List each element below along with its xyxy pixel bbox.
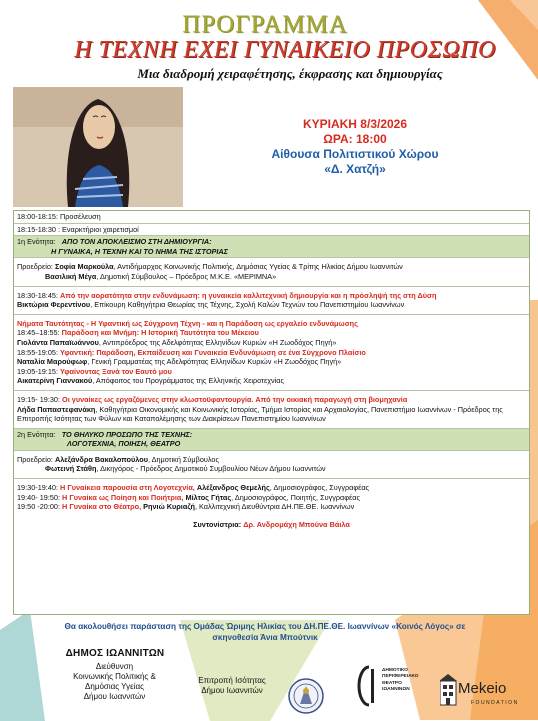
talk-title: Η Γυναίκα ως Ποίηση και Ποιήτρια, [62, 492, 184, 502]
section-title: ΤΟ ΘΗΛΥΚΟ ΠΡΟΣΩΠΟ ΤΗΣ ΤΕΧΝΗΣ: [61, 429, 193, 439]
theatre-line: ΙΩΑΝΝΙΝΩΝ [382, 686, 410, 692]
talk-time: 19:05-19:15: [17, 366, 58, 376]
program-row [14, 224, 529, 237]
talk-block [14, 479, 529, 533]
talk-time: 19:50 -20:00: [17, 502, 61, 512]
talk-block [14, 315, 529, 391]
section-header-1 [14, 236, 529, 258]
municipality-name: ΔΗΜΟΣ ΙΩΑΝΝΙΤΩΝ [65, 648, 165, 659]
speaker-name: Ρηνιώ Κυριαζή [143, 502, 195, 512]
coordinator-name: Δρ. Ανδρομάχη Μπούνα Βάιλα [243, 519, 350, 529]
directorate-line: Κοινωνικής Πολιτικής & [73, 672, 156, 681]
section-header-2 [14, 429, 529, 451]
directorate-text [52, 662, 177, 702]
speaker-role: , Καθηγήτρια Οικονομικής και Κοινωνικής Ιστορίας, Τμήμα Ιστορίας και Αρχαιολογίας, Πανεπιστήμιο Ιωαννίνων - Πρόεδρος της Επιτροπής Ισότητας των Φύλων και Καταπολέμησης των Διακρίσεων Πανεπιστημίου Ιωαννίνων [17, 404, 503, 424]
chair-label: Προεδρείο: [17, 262, 53, 272]
speaker-name: Λήδα Παπαστεφανάκη [17, 404, 96, 414]
municipality-crest-logo [287, 674, 325, 718]
event-venue: Αίθουσα Πολιτιστικού Χώρου [271, 147, 439, 161]
chair-name: Σοφία Μαρκούλα [54, 262, 114, 272]
row-time: 18:15-18:30 : [17, 224, 61, 234]
speaker-name: Ναταλία Μαρούφωφ [17, 357, 88, 367]
speaker-role: , Καλλιτεχνική Διευθύντρια ΔΗ.ΠΕ.ΘΕ. Ιωαννίνων [194, 502, 355, 512]
committee-line: Επιτροπή Ισότητας [198, 676, 266, 685]
chair-name: Φωτεινή Στάθη [45, 464, 97, 474]
talk-title: Η Γυναίκεια παρουσία στη Λογοτεχνία, [60, 483, 195, 493]
chair-role: , Δημοτική Σύμβουλος [147, 454, 219, 464]
event-info [250, 117, 460, 177]
chair-row [14, 451, 529, 479]
speaker-role: , Απόφοιτος του Προγράμματος της Ελληνικής Χειροτεχνίας [92, 376, 285, 386]
painting-image [13, 87, 183, 207]
equality-committee [182, 676, 282, 696]
page-title: ΠΡΟΓΡΑΜΜΑ [182, 11, 348, 38]
closing-note [30, 621, 500, 643]
section-title: ΑΠΟ ΤΟΝ ΑΠΟΚΛΕΙΣΜΟ ΣΤΗ ΔΗΜΙΟΥΡΓΙΑ: [61, 237, 212, 247]
chair-role: , Δημοτική Σύμβουλος – Πρόεδρος Μ.Κ.Ε. «ΜΕΡΙΜΝΑ» [96, 271, 277, 281]
chair-label: Προεδρείο: [17, 454, 53, 464]
chair-role: , Αντιδήμαρχος Κοινωνικής Πολιτικής, Δημόσιας Υγείας & Τρίτης Ηλικίας Δήμου Ιωαννιτών [113, 262, 403, 272]
chair-name: Αλεξάνδρα Βακαλοπούλου [54, 454, 148, 464]
chair-row [14, 258, 529, 286]
talk-title: Υφαντική: Παράδοση, Εκπαίδευση και Γυναικεία Ενδυνάμωση σε ένα Σύγχρονο Πλαίσιο [60, 347, 366, 357]
talk-title: Οι γυναίκες ως εργαζόμενες στην κλωστοϋφαντουργία. Από την οικιακή παραγωγή στη βιομηχανία [62, 394, 408, 404]
talk-time: 18:45–18:55: [17, 328, 60, 338]
speaker-name: Αλέξανδρος Θεμελής [196, 483, 270, 493]
speaker-role: , Αντιπρόεδρος της Αδελφότητας Ελληνίδων Κυριών «Η Ζωοδόχος Πηγή» [98, 337, 337, 347]
talk-time: 19:30-19:40: [17, 483, 58, 493]
speaker-name: Γιολάντα Παπαϊωάννου [17, 337, 99, 347]
row-text: Εναρκτήριοι χαιρετισμοί [62, 224, 139, 234]
speaker-role: , Γενική Γραμματέας της Αδελφότητας Ελληνίδων Κυριών «Η Ζωοδόχος Πηγή» [87, 357, 342, 367]
talk-title: Από την αορατότητα στην ενδυνάμωση: η γυναικεία καλλιτεχνική δημιουργία και η πρόσληψή της στη Δύση [60, 290, 437, 300]
program-row [14, 211, 529, 224]
chair-name: Βασιλική Μέγα [45, 271, 97, 281]
event-title: Η ΤΕΧΝΗ ΕΧΕΙ ΓΥΝΑΙΚΕΙΟ ΠΡΟΣΩΠΟ [74, 37, 496, 63]
block-heading: Νήματα Ταυτότητας - Η Υφαντική ως Σύγχρονη Τέχνη - και η Παράδοση ως εργαλείο ενδυνάμωσης [17, 318, 358, 328]
talk-row [14, 391, 529, 429]
coordinator-label: Συντονίστρια: [193, 519, 242, 529]
theatre-line: ΘΕΑΤΡΟ [382, 680, 402, 686]
closing-line: Θα ακολουθήσει παράσταση της Ομάδας Ώριμης Ηλικίας του ΔΗ.ΠΕ.ΘΕ. Ιωαννίνων «Κοινός Λόγος» σε [64, 622, 466, 631]
section-label: 1η Ενότητα: [17, 237, 56, 247]
talk-time: 19:15- 19:30: [17, 394, 61, 404]
talk-title: Παράδοση και Μνήμη: Η Ιστορική Ταυτότητα του Μέκειου [61, 328, 259, 338]
section-label: 2η Ενότητα: [17, 429, 56, 439]
speaker-role: , Επίκουρη Καθηγήτρια Θεωρίας της Τέχνης, Σχολή Καλών Τεχνών του Πανεπιστημίου Ιωαννίνων [90, 300, 405, 310]
row-text: Προσέλευση [60, 212, 101, 221]
talk-row [14, 287, 529, 315]
committee-line: Δήμου Ιωαννιτών [201, 686, 263, 695]
section-title: Η ΓΥΝΑΙΚΑ, Η ΤΕΧΝΗ ΚΑΙ ΤΟ ΝΗΜΑ ΤΗΣ ΙΣΤΟΡΙΑΣ [51, 246, 228, 256]
mekeio-name: Mekeio [458, 680, 507, 697]
talk-time: 18:55-19:05: [17, 347, 58, 357]
speaker-name: Μίλτος Γήτας [185, 492, 232, 502]
speaker-role: , Δημοσιογράφος, Συγγραφέας [269, 483, 370, 493]
theatre-name [382, 668, 422, 693]
speaker-name: Βικτώρια Φερεντίνου [17, 300, 91, 310]
talk-time: 19:40- 19:50: [17, 492, 61, 502]
talk-time: 18:30-18:45: [17, 290, 58, 300]
event-venue-name: «Δ. Χατζή» [324, 162, 386, 176]
closing-line: σκηνοθεσία Άνια Μπούτνικ [212, 633, 318, 642]
directorate-line: Δήμου Ιωαννιτών [83, 692, 146, 701]
directorate-line: Διεύθυνση [95, 662, 134, 671]
theatre-line: ΠΕΡΙΦΕΡΕΙΑΚΟ [382, 674, 419, 680]
speaker-name: Αικατερίνη Γιαννακού [17, 376, 93, 386]
chair-role: , Δικηγόρος - Πρόεδρος Δημοτικού Συμβουλίου Νέων Δήμου Ιωαννιτών [96, 464, 326, 474]
theatre-line: ΔΗΜΟΤΙΚΟ [382, 668, 408, 673]
event-subtitle: Μια διαδρομή χειραφέτησης, έκφρασης και δημιουργίας [137, 66, 443, 81]
talk-title: Η Γυναίκα στο Θέατρο, [62, 502, 142, 512]
theatre-logo [357, 665, 381, 707]
event-date: ΚΥΡΙΑΚΗ 8/3/2026 [302, 117, 408, 131]
row-time: 18:00-18:15: [17, 212, 58, 221]
event-time: ΩΡΑ: 18:00 [323, 132, 387, 146]
talk-title: Υφαίνοντας Ξανά τον Εαυτό μου [60, 366, 172, 376]
directorate-line: Δημόσιας Υγείας [85, 682, 144, 691]
speaker-role: , Δημοσιογράφος, Ποιητής, Συγγραφέας [231, 492, 360, 502]
mekeio-subtitle: FOUNDATION [471, 700, 519, 706]
program-table [13, 210, 530, 615]
section-title: ΛΟΓΟΤΕΧΝΙΑ, ΠΟΙΗΣΗ, ΘΕΑΤΡΟ [67, 439, 181, 449]
